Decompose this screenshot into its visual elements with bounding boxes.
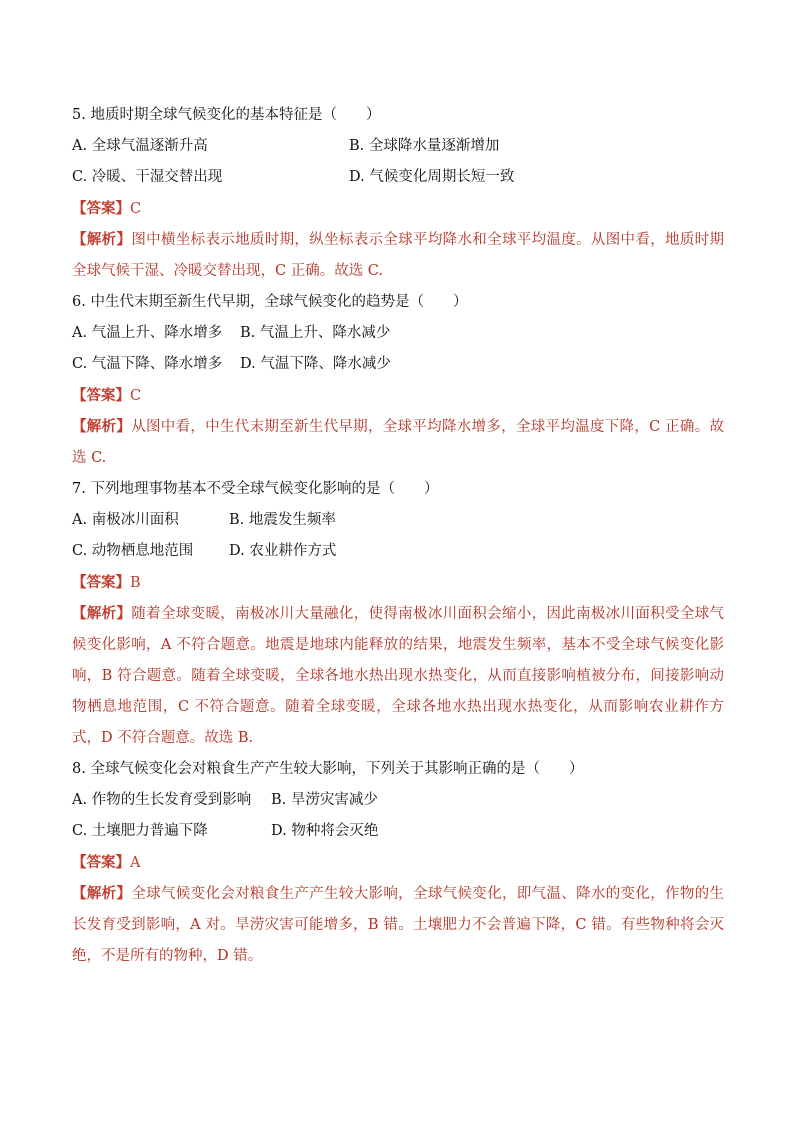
question-stem: 5. 地质时期全球气候变化的基本特征是（ ） (72, 107, 381, 123)
question-stem: 6. 中生代末期至新生代早期，全球气候变化的趋势是（ ） (72, 294, 468, 310)
question-stem: 8. 全球气候变化会对粮食生产产生较大影响，下列关于其影响正确的是（ ） (72, 761, 584, 777)
option-b: B. 气温上升、降水减少 (240, 325, 391, 341)
option-c: C. 气温下降、降水增多 (72, 356, 223, 372)
answer-line (72, 847, 724, 878)
answer-label: 【答案】 (72, 387, 130, 404)
answer-value: C (130, 388, 142, 404)
option-a: A. 作物的生长发育受到影响 (72, 792, 252, 808)
answer-value: C (130, 201, 142, 217)
analysis-text: 随着全球变暖，南极冰川大量融化，使得南极冰川面积会缩小，因此南极冰川面积受全球气候变化影响，A 不符合题意。地震是地球内能释放的结果，地震发生频率，基本不受全球气候变化影响，B 符合题意。随着全球变暖，全球各地水热出现水热变化，从而直接影响植被分布，间接影响动物栖息地范围，C 不符合题意。随着全球变暖，全球各地水热出现水热变化，从而影响农业耕作方式，D 不符合题意。故选 B. (72, 606, 725, 746)
answer-line (72, 193, 724, 224)
analysis-label: 【解析】 (72, 885, 132, 902)
option-d: D. 农业耕作方式 (229, 543, 337, 559)
answer-label: 【答案】 (72, 854, 130, 871)
answer-line (72, 380, 724, 411)
option-d: D. 物种将会灭绝 (271, 823, 379, 839)
analysis-label: 【解析】 (72, 231, 132, 248)
option-row (72, 816, 724, 847)
question-stem: 7. 下列地理事物基本不受全球气候变化影响的是（ ） (72, 481, 439, 497)
option-a: A. 全球气温逐渐升高 (72, 138, 208, 154)
option-b: B. 地震发生频率 (229, 512, 336, 528)
option-row (72, 505, 724, 536)
question-6 (72, 287, 724, 474)
analysis-text: 图中横坐标表示地质时期，纵坐标表示全球平均降水和全球平均温度。从图中看，地质时期全球气候干湿、冷暖交替出现，C 正确。故选 C. (72, 232, 725, 279)
question-8 (72, 754, 724, 972)
option-d: D. 气温下降、降水减少 (240, 356, 391, 372)
option-row (72, 162, 724, 193)
analysis-text: 从图中看，中生代末期至新生代早期，全球平均降水增多，全球平均温度下降，C 正确。故选 C. (72, 419, 725, 466)
option-row (72, 785, 724, 816)
question-7 (72, 474, 724, 754)
option-row (72, 349, 724, 380)
option-row (72, 536, 724, 567)
analysis (72, 411, 724, 474)
analysis (72, 598, 724, 754)
option-row (72, 318, 724, 349)
answer-value: B (130, 575, 141, 591)
option-b: B. 全球降水量逐渐增加 (349, 138, 500, 154)
option-row (72, 131, 724, 162)
option-d: D. 气候变化周期长短一致 (349, 169, 515, 185)
answer-value: A (130, 855, 141, 871)
analysis-label: 【解析】 (72, 418, 132, 435)
analysis (72, 878, 724, 972)
answer-line (72, 567, 724, 598)
option-a: A. 气温上升、降水增多 (72, 325, 223, 341)
analysis-text: 全球气候变化会对粮食生产产生较大影响，全球气候变化，即气温、降水的变化，作物的生长发育受到影响，A 对。旱涝灾害可能增多，B 错。土壤肥力不会普遍下降，C 错。有些物种将会灭绝，不是所有的物种，D 错。 (72, 886, 725, 964)
option-c: C. 土壤肥力普遍下降 (72, 823, 208, 839)
option-c: C. 冷暖、干湿交替出现 (72, 169, 223, 185)
question-5 (72, 100, 724, 287)
question-list (72, 100, 724, 972)
option-b: B. 旱涝灾害减少 (271, 792, 378, 808)
analysis-label: 【解析】 (72, 605, 132, 622)
analysis (72, 224, 724, 287)
answer-label: 【答案】 (72, 200, 130, 217)
answer-label: 【答案】 (72, 574, 130, 591)
option-a: A. 南极冰川面积 (72, 512, 179, 528)
option-c: C. 动物栖息地范围 (72, 543, 194, 559)
